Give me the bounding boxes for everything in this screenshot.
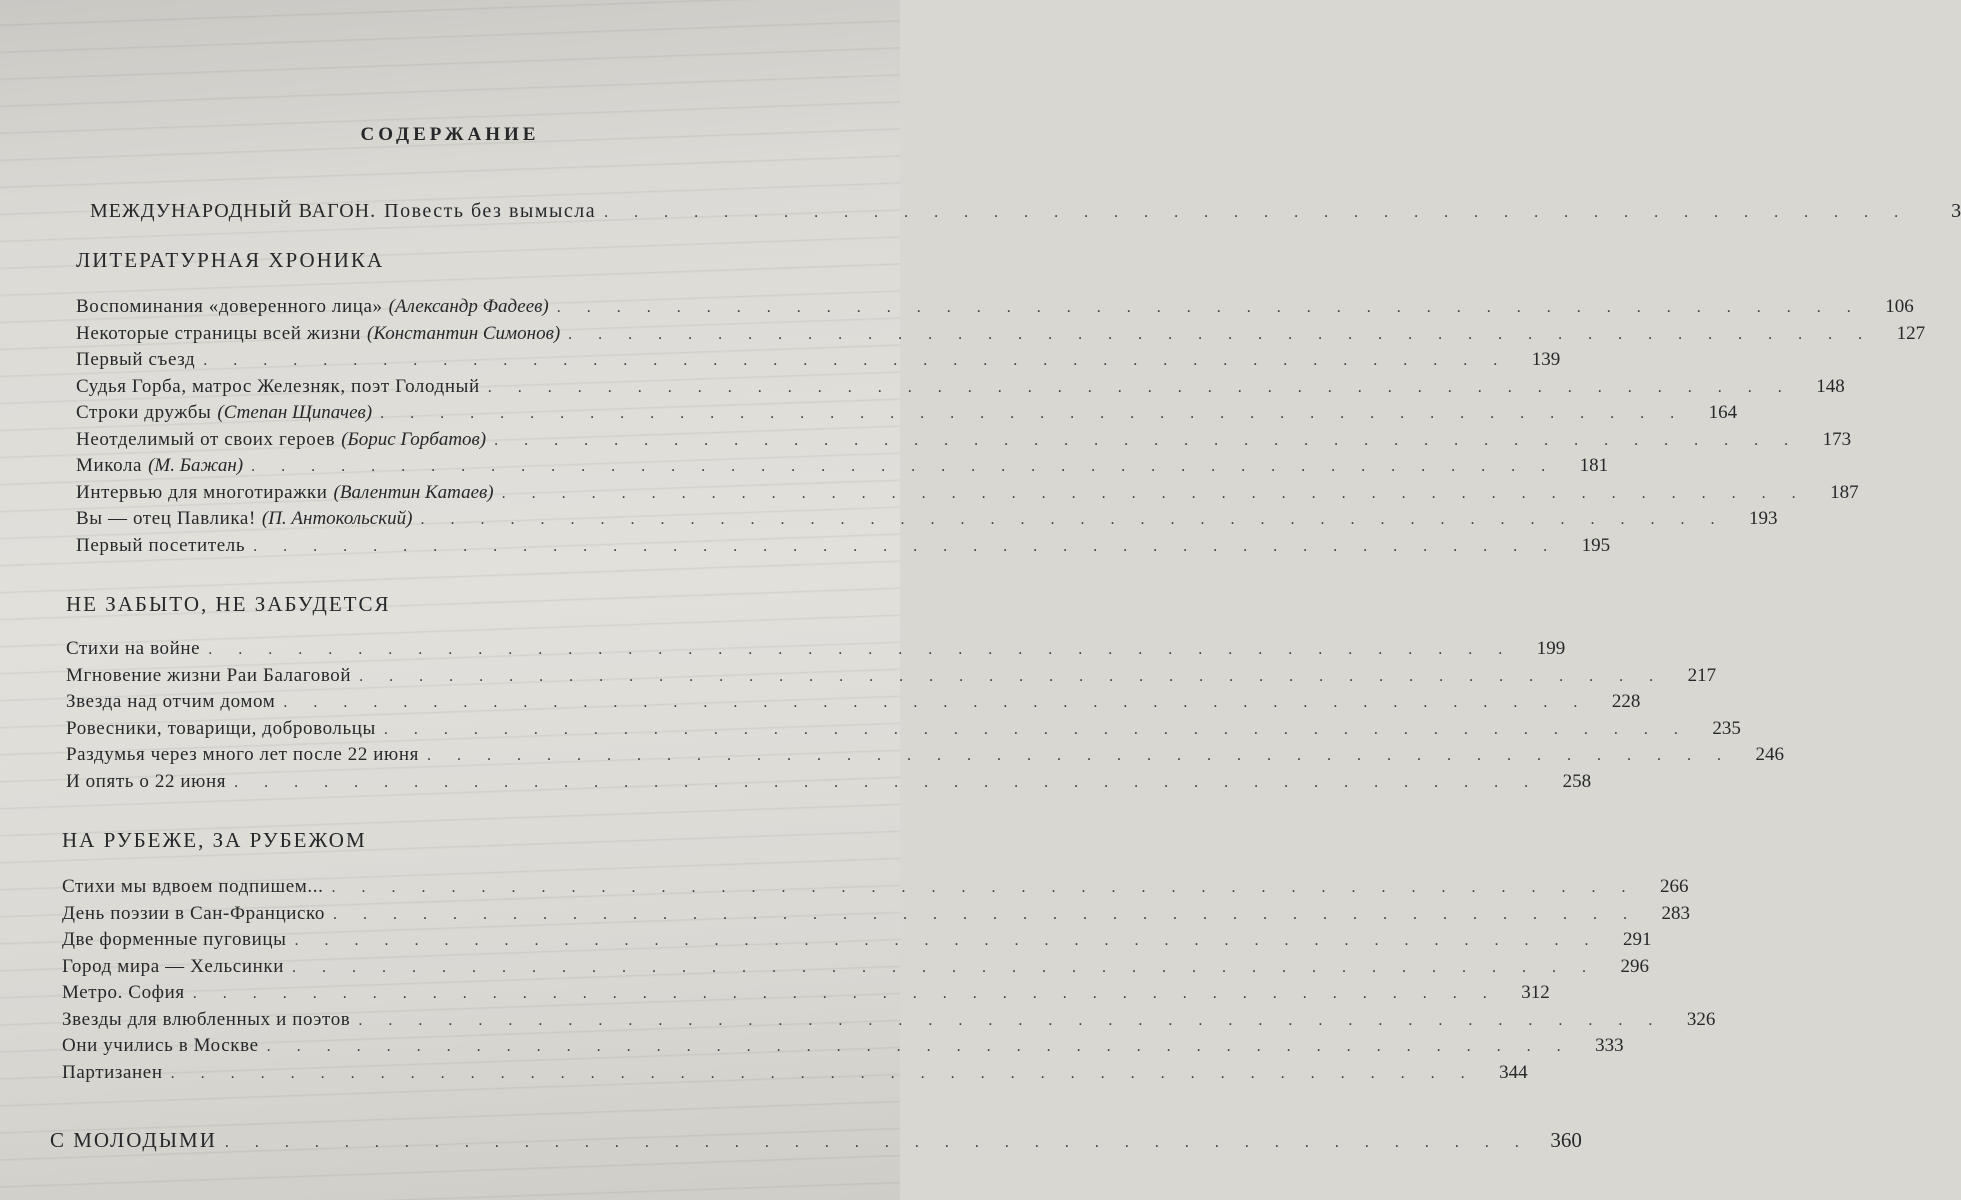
page-number: 228 xyxy=(1611,691,1641,712)
toc-row xyxy=(76,296,1914,323)
page-number: 193 xyxy=(1748,508,1778,529)
dot-leader: . . . . . . . . . . . . . . . . . . . . . . . . . . . . . . . . . . . . . . . . . . . . xyxy=(333,905,1639,923)
toc-row xyxy=(76,428,1852,456)
toc-row xyxy=(62,902,1691,930)
entry-title: Некоторые страницы всей жизни xyxy=(76,322,362,344)
dot-leader: . . . . . . . . . . . . . . . . . . . . . . . . . . . . . . . . . . . . . . . . . . . . xyxy=(170,1064,1476,1082)
dot-leader: . . . . . . . . . . . . . . . . . . . . . . . . . . . . . . . . . . . . . . . . . . . . xyxy=(358,1011,1664,1029)
toc-row xyxy=(76,349,1561,376)
toc-row xyxy=(76,481,1859,509)
entry-author: (Степан Щипачев) xyxy=(217,402,373,423)
dot-leader: . . . . . . . . . . . . . . . . . . . . . . . . . . . . . . . . . . . . . . . . . . . . xyxy=(556,299,1862,316)
entry-title: Микола xyxy=(76,455,143,476)
entry-title: Раздумья через много лет после 22 июня xyxy=(66,744,419,765)
page-number: 187 xyxy=(1830,481,1859,503)
toc-row xyxy=(76,455,1609,482)
toc-row xyxy=(76,508,1778,535)
toc-row xyxy=(66,744,1784,771)
entry-title: С МОЛОДЫМИ xyxy=(50,1128,217,1152)
page-number: 360 xyxy=(1550,1128,1582,1152)
dot-leader: . . . . . . . . . . . . . . . . . . . . . . . . . . . . . . . . . . . . . . . . . . . . xyxy=(420,511,1726,528)
entry-title: И опять о 22 июня xyxy=(66,770,227,792)
page-number: 164 xyxy=(1708,402,1738,423)
entry-title: Метро. София xyxy=(62,982,185,1003)
entry-title: МЕЖДУНАРОДНЫЙ ВАГОН. xyxy=(90,200,377,222)
page-number: 291 xyxy=(1623,929,1652,950)
top-entry xyxy=(90,200,1961,227)
page-number: 127 xyxy=(1896,322,1926,344)
toc-row xyxy=(66,664,1717,692)
dot-leader: . . . . . . . . . . . . . . . . . . . . . . . . . . . . . . . . . . . . . . . . . . . . xyxy=(359,667,1665,685)
entry-title: Ровесники, товарищи, добровольцы xyxy=(66,717,376,739)
page-number: 3 xyxy=(1951,200,1961,222)
toc-row xyxy=(62,982,1550,1009)
dot-leader: . . . . . . . . . . . . . . . . . . . . . . . . . . . . . . . . . . . . . . . . . . . . xyxy=(192,985,1498,1002)
toc-row xyxy=(50,1128,1582,1155)
entry-title: Неотделимый от своих героев xyxy=(76,428,336,450)
section-not-forgotten-list xyxy=(66,638,1784,797)
page-number: 333 xyxy=(1595,1035,1624,1056)
page-number: 266 xyxy=(1659,876,1689,897)
entry-title: Партизанен xyxy=(62,1061,163,1083)
dot-leader: . . . . . . . . . . . . . . . . . . . . . . . . . . . . . . . . . . . . . . . . . . . . xyxy=(494,431,1800,449)
bottom-entry xyxy=(50,1128,1582,1155)
dot-leader: . . . . . . . . . . . . . . . . . . . . . . . . . . . . . . . . . . . . . . . . . . . . xyxy=(224,1134,1530,1151)
toc-row xyxy=(62,955,1649,983)
dot-leader: . . . . . . . . . . . . . . . . . . . . . . . . . . . . . . . . . . . . . . . . . . . . xyxy=(331,879,1637,896)
entry-title: Город мира — Хельсинки xyxy=(62,955,284,977)
dot-leader: . . . . . . . . . . . . . . . . . . . . . . . . . . . . . . . . . . . . . . . . . . . . xyxy=(291,958,1597,976)
entry-title: Воспоминания «доверенного лица» xyxy=(76,296,383,317)
dot-leader: . . . . . . . . . . . . . . . . . . . . . . . . . . . . . . . . . . . . . . . . . . . . xyxy=(203,352,1509,369)
toc-row xyxy=(66,770,1592,798)
entry-title: Звезда над отчим домом xyxy=(66,691,276,712)
section-heading: НА РУБЕЖЕ, ЗА РУБЕЖОМ xyxy=(62,828,367,852)
entry-author: (Александр Фадеев) xyxy=(388,296,549,317)
page-number: 139 xyxy=(1531,349,1561,370)
page-title: СОДЕРЖАНИЕ xyxy=(360,124,540,145)
toc-row xyxy=(76,534,1611,562)
dot-leader: . . . . . . . . . . . . . . . . . . . . . . . . . . . . . . . . . . . . . . . . . . . . xyxy=(208,641,1514,658)
dot-leader: . . . . . . . . . . . . . . . . . . . . . . . . . . . . . . . . . . . . . . . . . . . . xyxy=(501,484,1807,502)
page-number: 173 xyxy=(1822,428,1852,450)
toc-row xyxy=(66,638,1566,665)
page-number: 235 xyxy=(1712,717,1741,739)
entry-title: Строки дружбы xyxy=(76,402,212,423)
page-number: 106 xyxy=(1885,296,1914,317)
page-number: 148 xyxy=(1816,375,1845,397)
dot-leader: . . . . . . . . . . . . . . . . . . . . . . . . . . . . . . . . . . . . . . . . . . . . xyxy=(266,1038,1572,1055)
section-abroad xyxy=(62,828,762,853)
page-number: 195 xyxy=(1581,534,1611,556)
entry-title: Звезды для влюбленных и поэтов xyxy=(62,1008,351,1030)
toc-row xyxy=(62,1008,1716,1036)
entry-title: Вы — отец Павлика! xyxy=(76,508,256,529)
section-heading: ЛИТЕРАТУРНАЯ ХРОНИКА xyxy=(76,248,385,272)
entry-title: Мгновение жизни Раи Балаговой xyxy=(66,664,352,686)
toc-row xyxy=(66,691,1641,718)
page-number: 326 xyxy=(1686,1008,1716,1030)
entry-author: (М. Бажан) xyxy=(148,455,244,476)
dot-leader: . . . . . . . . . . . . . . . . . . . . . . . . . . . . . . . . . . . . . . . . . . . . xyxy=(380,405,1686,422)
page-number: 246 xyxy=(1755,744,1784,765)
dot-leader: . . . . . . . . . . . . . . . . . . . . . . . . . . . . . . . . . . . . . . . . . . . . xyxy=(283,694,1589,711)
entry-title: Стихи на войне xyxy=(66,638,201,659)
entry-author: (Валентин Катаев) xyxy=(333,481,494,503)
dot-leader: . . . . . . . . . . . . . . . . . . . . . . . . . . . . . . . . . . . . . . . . . . . . xyxy=(383,720,1689,738)
entry-subtitle: Повесть без вымысла xyxy=(384,200,597,222)
entry-author: (Константин Симонов) xyxy=(367,322,561,344)
page-number: 312 xyxy=(1521,982,1550,1003)
page-number: 217 xyxy=(1687,664,1717,686)
section-literary-chronicle-list xyxy=(76,296,1926,561)
dot-leader: . . . . . . . . . . . . . . . . . . . . . . . . . . . . . . . . . . . . . . . . . . . . xyxy=(234,773,1540,791)
dot-leader: . . . . . . . . . . . . . . . . . . . . . . . . . . . . . . . . . . . . . . . . . . . . xyxy=(604,204,1910,221)
entry-title: Первый посетитель xyxy=(76,534,246,556)
page-number: 296 xyxy=(1620,955,1649,977)
dot-leader: . . . . . . . . . . . . . . . . . . . . . . . . . . . . . . . . . . . . . . . . . . . . xyxy=(294,932,1600,949)
entry-title: Первый съезд xyxy=(76,349,196,370)
dot-leader: . . . . . . . . . . . . . . . . . . . . . . . . . . . . . . . . . . . . . . . . . . . . xyxy=(253,537,1559,555)
entry-title: Стихи мы вдвоем подпишем... xyxy=(62,876,324,897)
toc-row xyxy=(76,322,1926,350)
entry-title: Они учились в Москве xyxy=(62,1035,259,1056)
toc-row xyxy=(62,876,1689,903)
entry-title: Судья Горба, матрос Железняк, поэт Голодный xyxy=(76,375,480,397)
toc-row xyxy=(62,929,1652,956)
entry-author: (П. Антокольский) xyxy=(261,508,413,529)
dot-leader: . . . . . . . . . . . . . . . . . . . . . . . . . . . . . . . . . . . . . . . . . . . . xyxy=(568,325,1874,343)
toc-row xyxy=(62,1061,1528,1089)
toc-row xyxy=(90,200,1961,227)
page-number: 199 xyxy=(1536,638,1566,659)
section-literary-chronicle xyxy=(76,248,750,273)
entry-author: (Борис Горбатов) xyxy=(341,428,487,450)
entry-title: Интервью для многотиражки xyxy=(76,481,328,503)
section-heading: НЕ ЗАБЫТО, НЕ ЗАБУДЕТСЯ xyxy=(66,592,391,616)
page-number: 258 xyxy=(1562,770,1592,792)
dot-leader: . . . . . . . . . . . . . . . . . . . . . . . . . . . . . . . . . . . . . . . . . . . . xyxy=(251,458,1557,475)
toc-row xyxy=(66,717,1741,745)
toc-row xyxy=(76,402,1738,429)
page-number: 344 xyxy=(1499,1061,1528,1083)
section-not-forgotten xyxy=(66,592,750,617)
toc-row xyxy=(62,1035,1624,1062)
toc-row xyxy=(76,375,1845,403)
dot-leader: . . . . . . . . . . . . . . . . . . . . . . . . . . . . . . . . . . . . . . . . . . . . xyxy=(487,378,1793,396)
entry-title: Две форменные пуговицы xyxy=(62,929,287,950)
entry-title: День поэзии в Сан-Франциско xyxy=(62,902,326,924)
page-number: 283 xyxy=(1661,902,1691,924)
page-number: 181 xyxy=(1579,455,1609,476)
dot-leader: . . . . . . . . . . . . . . . . . . . . . . . . . . . . . . . . . . . . . . . . . . . . xyxy=(426,747,1732,764)
section-abroad-list xyxy=(62,876,1716,1088)
